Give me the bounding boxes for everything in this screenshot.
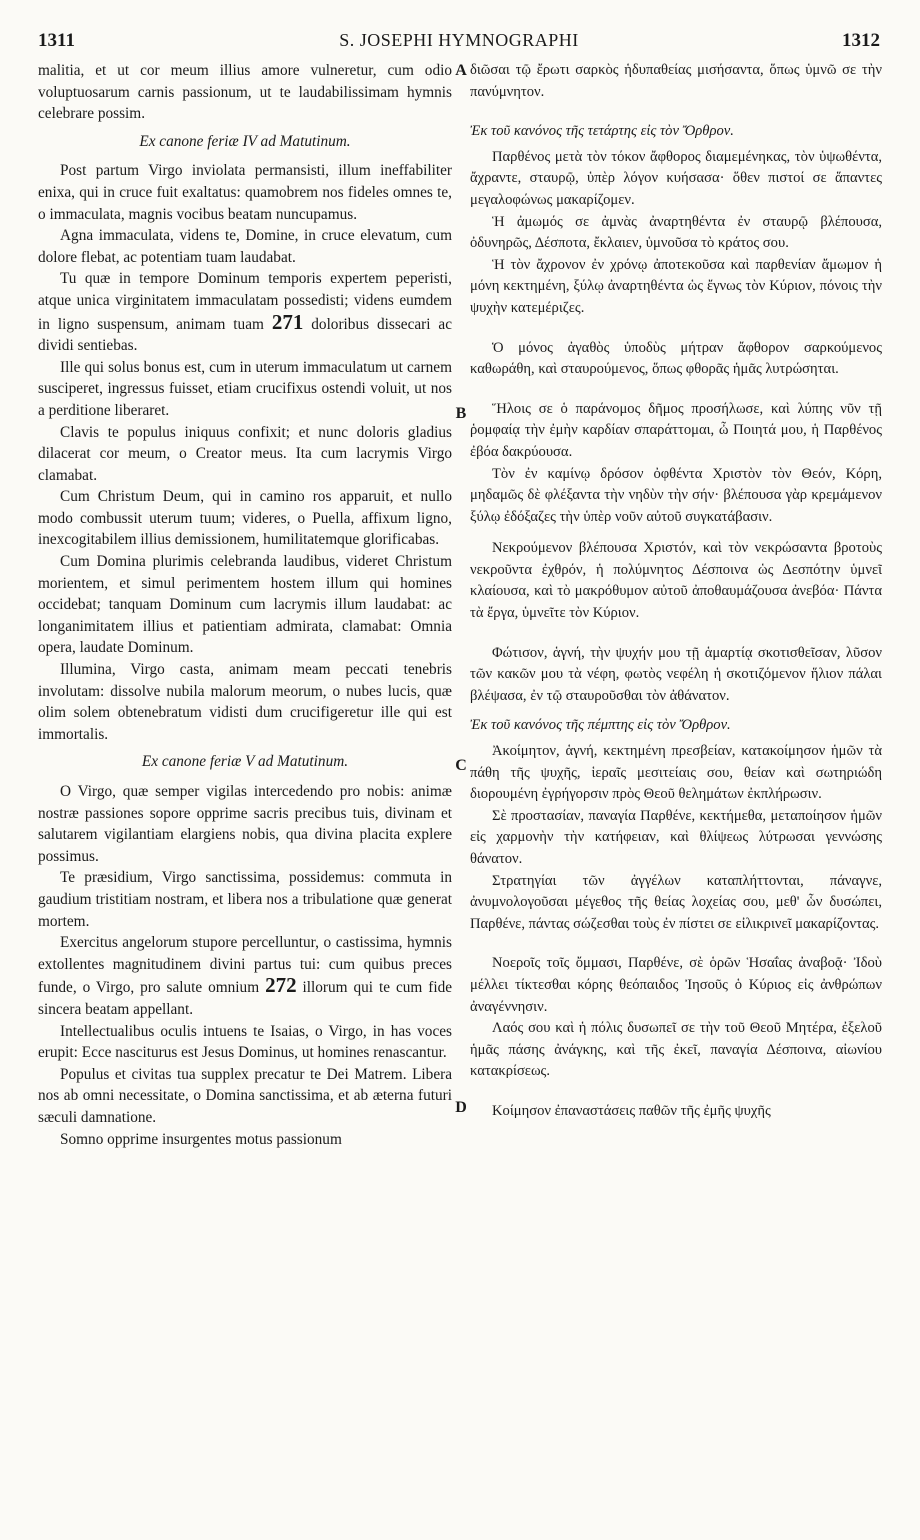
latin-column xyxy=(38,60,452,1530)
latin-section-heading: Ex canone feriæ IV ad Matutinum. xyxy=(139,132,351,150)
margin-marker-c: C xyxy=(455,757,467,774)
greek-paragraph: Φώτισον, ἁγνή, τὴν ψυχήν μου τῇ ἁμαρτίᾳ σκοτισθεῖσαν, λῦσον τῶν κακῶν μου τὰ νέφη, φωτὸς νεφέλη ἡ σκοτιζόμενον ἥλιον πάλαι βλέψασα, ἐν τῷ σταυροῦσθαι τὸν ἀθάνατον. xyxy=(470,644,882,704)
latin-text: doloribus dissecari ac dividi sentiebas. xyxy=(38,315,452,355)
spacer xyxy=(470,935,882,953)
greek-paragraph: Κοίμησον ἐπαναστάσεις παθῶν τῆς ἐμῆς ψυχῆς xyxy=(492,1102,771,1119)
latin-paragraph: Illumina, Virgo casta, animam meam peccati tenebris involutam: dissolve nubila malorum meorum, o nubes lucis, quæ olim solem obtenebratum vidisti dum crucifigeretur ille qui est immortalis. xyxy=(38,661,452,743)
latin-paragraph: Clavis te populus iniquus confixit; et nunc doloris gladius dilacerat cor meum, o Creator meus. Ita cum lacrymis Virgo clamabat. xyxy=(38,423,452,484)
latin-text: Exercitus angelorum stupore percelluntur, o castissima, hymnis extollentes magnitudinem divini partus tui: cum quibus preces funde, o Virgo, pro salute omnium xyxy=(38,934,452,997)
greek-paragraph: διῶσαι τῷ ἔρωτι σαρκὸς ἡδυπαθείας μισήσαντα, ὅπως ὑμνῶ σε τὴν πανύμνητον. xyxy=(470,62,882,100)
greek-paragraph: Νεκρούμενον βλέπουσα Χριστόν, καὶ τὸν νεκρώσαντα βροτοὺς νεκροῦντα ἐχθρόν, ἡ πολύμνητος Δέσποινα ὡς Δεσπότην ὑμνεῖ κλαίουσα, καὶ τὸ μακρόθυμον αὐτοῦ ἀποθαυμάζουσα ἀνεβόα· Πάντα τὰ ἔργα, ὑμνεῖτε τὸν Κύριον. xyxy=(470,540,882,622)
spacer xyxy=(470,381,882,399)
greek-paragraph: Ἡ τὸν ἄχρονον ἐν χρόνῳ ἀποτεκοῦσα καὶ παρθενίαν ἄμωμον ἡ μόνη κεκτημένη, ξύλῳ ἀναρτηθέντα ὡς ἔγνως τὸν Κύριον, πόνοις τὴν ψυχὴν κατεμέριζες. xyxy=(470,256,882,316)
latin-paragraph: Somno opprime insurgentes motus passionum xyxy=(60,1130,342,1148)
column-reference-number: 272 xyxy=(265,973,297,998)
column-reference-number: 271 xyxy=(271,309,304,334)
latin-paragraph xyxy=(38,932,452,1020)
latin-paragraph: Agna immaculata, videns te, Domine, in cruce elevatum, cum dolore flebat, ac potentiam tuam laudabat. xyxy=(38,227,452,266)
latin-paragraph: Intellectualibus oculis intuens te Isaias, o Virgo, in has voces erupit: Ecce nasciturus est Jesus Dominus, ut homines renascantur. xyxy=(38,1022,452,1062)
greek-paragraph: Λαός σου καὶ ἡ πόλις δυσωπεῖ σε τὴν τοῦ Θεοῦ Μητέρα, ἐξελοῦ ἡμᾶς πάσης ἀνάγκης, καὶ τῆς ἐκεῖ, παναγία Δέσποινα, αἰωνίου κατακρίσεως. xyxy=(470,1020,882,1080)
page-header xyxy=(38,30,880,58)
greek-paragraph: Ὁ μόνος ἀγαθὸς ὑποδὺς μήτραν ἄφθορον σαρκούμενος καθωράθη, καὶ σταυρούμενος, ὅπως φθορᾶς ἡμᾶς λυτρώσηται. xyxy=(470,339,882,378)
latin-paragraph: Cum Christum Deum, qui in camino ros apparuit, et nullo modo combussit uterum tuum; videres, o Puella, affixum ligno, inexcogitabilem illius demissionem, humilitatemque glorificabas. xyxy=(38,488,452,549)
greek-section-heading: Ἐκ τοῦ κανόνος τῆς τετάρτης εἰς τὸν Ὄρθρον. xyxy=(470,123,734,140)
greek-column xyxy=(470,60,882,1530)
greek-paragraph: Σὲ προστασίαν, παναγία Παρθένε, κεκτήμεθα, μεταποίησον ἡμῶν εἰς χαρμονὴν τὴν κατήφειαν, καὶ θλίψεως λύτρωσαι γεννώσης θάνατον. xyxy=(470,807,882,867)
spacer xyxy=(470,528,882,538)
latin-paragraph: Ille qui solus bonus est, cum in uterum immaculatum ut carnem susciperet, ingressus fuisset, etiam crucifixus ostendi voluit, ut nos a perditione liberaret. xyxy=(38,358,452,419)
spacer xyxy=(470,625,882,643)
greek-section-heading: Ἐκ τοῦ κανόνος τῆς πέμπτης εἰς τὸν Ὄρθρον. xyxy=(470,717,731,734)
latin-text: illorum qui te cum fide sincera beatam appellant. xyxy=(38,979,452,1018)
latin-paragraph: Post partum Virgo inviolata permansisti, illum ineffabiliter enixa, qui in cruce fuit exaltatus: quamobrem nos fideles omnes te, o immaculata, magnis vocibus beatam nuncupamus. xyxy=(38,162,452,223)
greek-paragraph: Ἀκοίμητον, ἁγνή, κεκτημένη πρεσβείαν, κατακοίμησον ἡμῶν τὰ πάθη τῆς ψυχῆς, ἱεραῖς μεσιτείαις σου, θείαν καὶ σωτηριώδη διορουμένη ἐγρήγορσιν πρὸς Θεοῦ θελημάτων ἐκπλήρωσιν. xyxy=(470,743,882,803)
margin-marker-a: A xyxy=(455,62,467,79)
greek-paragraph: Ἥλοις σε ὁ παράνομος δῆμος προσήλωσε, καὶ λύπης νῦν τῇ ῥομφαίᾳ τὴν ἐμὴν καρδίαν σπαράττομαι, ὦ Ποιητά μου, ἡ Παρθένος ἐβόα δακρύουσα. xyxy=(470,400,882,460)
greek-paragraph: Νοεροῖς τοῖς ὄμμασι, Παρθένε, σὲ ὁρῶν Ἡσαΐας ἀναβοᾷ· Ἰδοὺ μέλλει τίκτεσθαι κόρης θεόπαιδος Ἰησοῦς ὁ Κύριος εἰς ἀνθρώπων ἀναγέννησιν. xyxy=(470,955,882,1015)
spacer xyxy=(470,320,882,338)
margin-marker-b: B xyxy=(455,405,467,422)
latin-section-heading: Ex canone feriæ V ad Matutinum. xyxy=(141,753,349,771)
latin-text: Tu quæ in tempore Dominum temporis expertem peperisti, atque unica virginitatem immaculatam possedisti; videns eumdem in ligno suspensum, animam tuam xyxy=(38,270,452,333)
greek-paragraph: Παρθένος μετὰ τὸν τόκον ἄφθορος διαμεμένηκας, τὸν ὑψωθέντα, ἄχραντε, σταυρῷ, ὑπὲρ λόγον κυήσασα· ὅθεν πιστοί σε ἅπαντες μεγαλοφώνως μακαρίζομεν. xyxy=(470,148,882,208)
latin-paragraph: Populus et civitas tua supplex precatur te Dei Matrem. Libera nos ab omni necessitate, o Domina sanctissima, et ab æterna futuri sæculi damnatione. xyxy=(38,1065,452,1126)
latin-paragraph: Cum Domina plurimis celebranda laudibus, videret Christum morientem, et simul perimentem hostem illum qui homines occidebat; tanquam Dominum cum lacrymis illum laudabat: ac longanimitatem illius et patientiam admirata, clamabat: Omnia opera, laudate Dominum. xyxy=(38,553,452,657)
latin-paragraph: O Virgo, quæ semper vigilas intercedendo pro nobis: animæ nostræ passiones sopore opprime sacris precibus tuis, divinam et salutarem vigilantiam elargiens nobis, qua divina placita explere possimus. xyxy=(38,783,452,865)
latin-paragraph: Te præsidium, Virgo sanctissima, possidemus: commuta in gaudium tristitiam nostram, et libera nos a tribulatione quæ generat mortem. xyxy=(38,869,452,930)
spacer xyxy=(470,103,882,113)
latin-paragraph xyxy=(38,268,452,356)
page-number-right: 1312 xyxy=(842,30,880,51)
margin-marker-d: D xyxy=(455,1099,467,1116)
greek-paragraph: Στρατηγίαι τῶν ἀγγέλων καταπλήττονται, πάναγνε, ἀνυμνολογοῦσαι μέγεθος τῆς θείας λοχείας σου, μεθ' ὧν δυσώπει, Παρθένε, πάντας σώζεσθαι τοὺς ἐν πίστει σε εἰλικρινεῖ μακαρίζοντας. xyxy=(470,872,882,932)
greek-paragraph: Ἡ ἀμωμός σε ἀμνὰς ἀναρτηθέντα ἐν σταυρῷ βλέπουσα, ὀδυνηρῶς, Δέσποτα, ἔκλαιεν, ὑμνοῦσα τὸ κράτος σου. xyxy=(470,213,882,252)
spacer xyxy=(470,1083,882,1101)
latin-paragraph: malitia, et ut cor meum illius amore vulneretur, cum odio voluptuosarum carnis passionum, ut te laudabilissimam hymnis celebrare possim. xyxy=(38,62,452,123)
running-title: S. JOSEPHI HYMNOGRAPHI xyxy=(339,30,579,50)
page-number-left: 1311 xyxy=(38,30,75,51)
greek-paragraph: Τὸν ἐν καμίνῳ δρόσον ὀφθέντα Χριστὸν τὸν Θεόν, Κόρη, μηδαμῶς δὲ φλέξαντα τὴν νηδὺν τὴν σήν· βλέπουσα γὰρ κρεμάμενον ξύλῳ ἐδόξαζες τὴν ὑπὲρ νοῦν αὐτοῦ συγκατάβασιν. xyxy=(470,465,882,525)
